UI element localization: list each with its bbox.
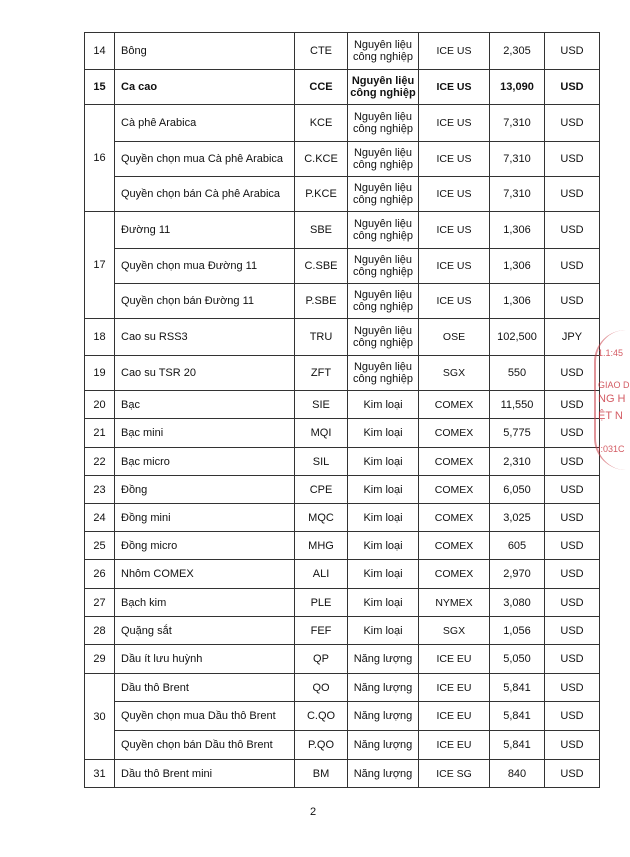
currency-cell: USD	[545, 560, 600, 589]
currency-cell: USD	[545, 532, 600, 560]
commodity-name-cell: Cà phê Arabica	[115, 105, 295, 142]
currency-cell: USD	[545, 70, 600, 105]
commodity-group-cell	[348, 504, 419, 532]
currency-cell: USD	[545, 356, 600, 391]
commodity-group-text: Nguyên liệu	[353, 289, 413, 301]
commodity-group-text: Nguyên liệu	[353, 182, 413, 194]
row-number-cell: 22	[85, 448, 115, 476]
page-number: 2	[309, 806, 317, 818]
commodity-name-cell: Quyền chọn mua Đường 11	[115, 249, 295, 284]
exchange-cell: ICE US	[419, 249, 490, 284]
commodity-code-cell: SBE	[295, 212, 348, 249]
commodity-group-cell	[348, 476, 419, 504]
currency-cell: USD	[545, 249, 600, 284]
commodity-code-cell: C.QO	[295, 702, 348, 731]
table-row	[85, 532, 600, 560]
commodity-group-cell	[348, 731, 419, 760]
margin-value-cell: 7,310	[490, 177, 545, 212]
row-number-cell: 28	[85, 617, 115, 645]
margin-value-cell: 1,306	[490, 249, 545, 284]
exchange-cell: SGX	[419, 617, 490, 645]
exchange-cell: COMEX	[419, 419, 490, 448]
margin-value-cell: 1,056	[490, 617, 545, 645]
table-row	[85, 589, 600, 617]
exchange-cell: ICE EU	[419, 645, 490, 674]
commodity-code-cell: MHG	[295, 532, 348, 560]
commodity-group-cell	[348, 70, 419, 105]
margin-value-cell: 840	[490, 760, 545, 788]
margin-value-cell: 1,306	[490, 284, 545, 319]
commodity-code-cell: SIL	[295, 448, 348, 476]
commodity-group-cell	[348, 419, 419, 448]
currency-cell: JPY	[545, 319, 600, 356]
margin-value-cell: 3,025	[490, 504, 545, 532]
margin-value-cell: 5,841	[490, 702, 545, 731]
red-seal-stamp	[594, 330, 630, 470]
table-row	[85, 391, 600, 419]
margin-value-cell: 2,970	[490, 560, 545, 589]
currency-cell: USD	[545, 476, 600, 504]
commodity-code-cell: ALI	[295, 560, 348, 589]
commodity-group-text: Năng lượng	[353, 653, 413, 665]
currency-cell: USD	[545, 589, 600, 617]
currency-cell: USD	[545, 617, 600, 645]
currency-cell: USD	[545, 731, 600, 760]
currency-cell: USD	[545, 674, 600, 702]
table-row	[85, 617, 600, 645]
margin-value-cell: 5,775	[490, 419, 545, 448]
commodity-group-text: Năng lượng	[353, 681, 413, 694]
table-row	[85, 284, 600, 319]
row-number-cell: 25	[85, 532, 115, 560]
commodity-group-text: công nghiệp	[353, 159, 413, 171]
exchange-cell: NYMEX	[419, 589, 490, 617]
table-row	[85, 33, 600, 70]
row-number-cell: 20	[85, 391, 115, 419]
commodity-name-cell: Bạc micro	[115, 448, 295, 476]
commodity-group-text: Kim loại	[363, 398, 403, 411]
commodity-group-cell	[348, 645, 419, 674]
commodity-group-text: công nghiệp	[353, 373, 413, 385]
table-row	[85, 731, 600, 760]
commodity-name-cell: Đồng	[115, 476, 295, 504]
commodity-code-cell: CCE	[295, 70, 348, 105]
exchange-cell: ICE US	[419, 142, 490, 177]
table-row	[85, 142, 600, 177]
commodity-group-text: công nghiệp	[353, 123, 413, 135]
commodity-code-cell: QP	[295, 645, 348, 674]
currency-cell: USD	[545, 142, 600, 177]
commodity-group-cell	[348, 212, 419, 249]
margin-value-cell: 11,550	[490, 391, 545, 419]
exchange-cell: ICE EU	[419, 702, 490, 731]
commodity-group-cell	[348, 319, 419, 356]
exchange-cell: ICE EU	[419, 674, 490, 702]
commodity-group-cell	[348, 33, 419, 70]
commodity-code-cell: PLE	[295, 589, 348, 617]
row-number-cell: 17	[85, 212, 115, 319]
row-number-cell: 14	[85, 33, 115, 70]
commodity-group-cell	[348, 532, 419, 560]
margin-value-cell: 5,050	[490, 645, 545, 674]
exchange-cell: COMEX	[419, 532, 490, 560]
commodity-group-text: Kim loại	[363, 596, 403, 609]
commodity-group-text: Năng lượng	[353, 710, 413, 722]
commodity-group-text: Kim loại	[363, 511, 403, 524]
commodity-name-cell: Quyền chọn bán Dầu thô Brent	[115, 731, 295, 760]
commodity-group-cell	[348, 560, 419, 589]
commodity-group-cell	[348, 284, 419, 319]
currency-cell: USD	[545, 391, 600, 419]
commodity-group-text: Kim loại	[363, 624, 403, 637]
commodity-code-cell: FEF	[295, 617, 348, 645]
margin-value-cell: 5,841	[490, 731, 545, 760]
margin-value-cell: 7,310	[490, 142, 545, 177]
stamp-text: GIAO D	[598, 380, 630, 390]
commodity-group-cell	[348, 391, 419, 419]
currency-cell: USD	[545, 419, 600, 448]
commodity-code-cell: CPE	[295, 476, 348, 504]
commodity-group-text: Nguyên liệu	[353, 218, 413, 230]
commodity-group-cell	[348, 356, 419, 391]
commodity-name-cell: Bạc mini	[115, 419, 295, 448]
margin-value-cell: 5,841	[490, 674, 545, 702]
currency-cell: USD	[545, 504, 600, 532]
margin-value-cell: 2,310	[490, 448, 545, 476]
exchange-cell: ICE US	[419, 177, 490, 212]
exchange-cell: COMEX	[419, 476, 490, 504]
table-row	[85, 674, 600, 702]
commodity-group-text: Kim loại	[363, 568, 403, 580]
margin-value-cell: 550	[490, 356, 545, 391]
exchange-cell: ICE US	[419, 105, 490, 142]
row-number-cell: 24	[85, 504, 115, 532]
commodity-code-cell: P.SBE	[295, 284, 348, 319]
commodity-group-text: Nguyên liệu	[353, 325, 413, 337]
table-row	[85, 476, 600, 504]
commodity-name-cell: Cao su TSR 20	[115, 356, 295, 391]
exchange-cell: ICE US	[419, 284, 490, 319]
commodity-group-text: công nghiệp	[353, 266, 413, 278]
commodity-group-text: Kim loại	[363, 539, 403, 552]
commodity-code-cell: CTE	[295, 33, 348, 70]
commodity-name-cell: Quyền chọn mua Dầu thô Brent	[115, 702, 295, 731]
commodity-name-cell: Đồng mini	[115, 504, 295, 532]
row-number-cell: 16	[85, 105, 115, 212]
row-number-cell: 27	[85, 589, 115, 617]
commodity-group-text: Kim loại	[363, 427, 403, 439]
commodity-code-cell: C.SBE	[295, 249, 348, 284]
exchange-cell: ICE SG	[419, 760, 490, 788]
commodity-group-text: công nghiệp	[353, 194, 413, 206]
margin-value-cell: 1,306	[490, 212, 545, 249]
stamp-text: NG H	[598, 393, 626, 405]
commodity-code-cell: QO	[295, 674, 348, 702]
table-row	[85, 645, 600, 674]
commodity-name-cell: Dầu thô Brent mini	[115, 760, 295, 788]
commodity-code-cell: BM	[295, 760, 348, 788]
commodity-group-text: Nguyên liệu	[353, 361, 413, 373]
commodity-group-text: Nguyên liệu	[353, 111, 413, 123]
commodity-group-text: công nghiệp	[353, 337, 413, 349]
exchange-cell: COMEX	[419, 504, 490, 532]
currency-cell: USD	[545, 177, 600, 212]
commodity-group-text: công nghiệp	[353, 230, 413, 242]
table-row	[85, 105, 600, 142]
table-row	[85, 212, 600, 249]
margin-value-cell: 7,310	[490, 105, 545, 142]
exchange-cell: COMEX	[419, 391, 490, 419]
row-number-cell: 15	[85, 70, 115, 105]
commodity-group-text: Nguyên liệu	[353, 39, 413, 51]
exchange-cell: ICE EU	[419, 731, 490, 760]
margin-value-cell: 605	[490, 532, 545, 560]
commodity-code-cell: MQC	[295, 504, 348, 532]
table-row	[85, 560, 600, 589]
table-row	[85, 249, 600, 284]
commodity-group-cell	[348, 702, 419, 731]
commodity-group-text: công nghiệp	[353, 51, 413, 63]
commodity-name-cell: Bông	[115, 33, 295, 70]
currency-cell: USD	[545, 760, 600, 788]
table-row	[85, 177, 600, 212]
commodity-name-cell: Quyền chọn bán Cà phê Arabica	[115, 177, 295, 212]
commodity-group-cell	[348, 448, 419, 476]
commodity-group-text: Nguyên liệu	[353, 147, 413, 159]
commodity-group-cell	[348, 105, 419, 142]
table-row	[85, 760, 600, 788]
commodity-group-cell	[348, 249, 419, 284]
commodity-code-cell: ZFT	[295, 356, 348, 391]
currency-cell: USD	[545, 448, 600, 476]
commodity-name-cell: Quặng sắt	[115, 617, 295, 645]
table-row	[85, 419, 600, 448]
currency-cell: USD	[545, 284, 600, 319]
margin-value-cell: 13,090	[490, 70, 545, 105]
table-row	[85, 448, 600, 476]
exchange-cell: COMEX	[419, 448, 490, 476]
commodity-name-cell: Đồng micro	[115, 532, 295, 560]
commodity-name-cell: Quyền chọn bán Đường 11	[115, 284, 295, 319]
commodity-name-cell: Đường 11	[115, 212, 295, 249]
commodity-table	[84, 32, 600, 788]
currency-cell: USD	[545, 645, 600, 674]
commodity-group-text: Năng lượng	[353, 767, 413, 780]
exchange-cell: ICE US	[419, 70, 490, 105]
row-number-cell: 31	[85, 760, 115, 788]
commodity-name-cell: Bạch kim	[115, 589, 295, 617]
exchange-cell: OSE	[419, 319, 490, 356]
row-number-cell: 29	[85, 645, 115, 674]
commodity-group-text: Nguyên liệu	[351, 75, 415, 87]
row-number-cell: 19	[85, 356, 115, 391]
row-number-cell: 30	[85, 674, 115, 760]
commodity-group-text: công nghiệp	[353, 301, 413, 313]
commodity-name-cell: Ca cao	[115, 70, 295, 105]
commodity-name-cell: Cao su RSS3	[115, 319, 295, 356]
currency-cell: USD	[545, 105, 600, 142]
commodity-group-text: Nguyên liệu	[353, 254, 413, 266]
commodity-code-cell: P.KCE	[295, 177, 348, 212]
stamp-text: I:031C	[598, 444, 625, 454]
commodity-group-cell	[348, 674, 419, 702]
currency-cell: USD	[545, 702, 600, 731]
commodity-group-text: công nghiệp	[350, 87, 416, 99]
commodity-group-text: Kim loại	[363, 483, 403, 496]
row-number-cell: 23	[85, 476, 115, 504]
exchange-cell: ICE US	[419, 212, 490, 249]
exchange-cell: COMEX	[419, 560, 490, 589]
table-row	[85, 504, 600, 532]
commodity-code-cell: C.KCE	[295, 142, 348, 177]
exchange-cell: SGX	[419, 356, 490, 391]
table-row	[85, 356, 600, 391]
margin-value-cell: 6,050	[490, 476, 545, 504]
stamp-text: 1.1:45	[598, 348, 624, 358]
commodity-name-cell: Nhôm COMEX	[115, 560, 295, 589]
commodity-code-cell: MQI	[295, 419, 348, 448]
margin-value-cell: 3,080	[490, 589, 545, 617]
commodity-code-cell: KCE	[295, 105, 348, 142]
commodity-name-cell: Dầu ít lưu huỳnh	[115, 645, 295, 674]
table-row	[85, 70, 600, 105]
table-row	[85, 702, 600, 731]
commodity-group-text: Năng lượng	[353, 739, 413, 751]
margin-value-cell: 102,500	[490, 319, 545, 356]
row-number-cell: 18	[85, 319, 115, 356]
commodity-code-cell: SIE	[295, 391, 348, 419]
margin-value-cell: 2,305	[490, 33, 545, 70]
commodity-name-cell: Quyền chọn mua Cà phê Arabica	[115, 142, 295, 177]
commodity-group-cell	[348, 617, 419, 645]
stamp-text: ỆT N	[598, 410, 623, 422]
table-row	[85, 319, 600, 356]
commodity-group-text: Kim loại	[363, 455, 403, 468]
commodity-group-cell	[348, 142, 419, 177]
commodity-code-cell: TRU	[295, 319, 348, 356]
exchange-cell: ICE US	[419, 33, 490, 70]
commodity-name-cell: Dầu thô Brent	[115, 674, 295, 702]
row-number-cell: 21	[85, 419, 115, 448]
row-number-cell: 26	[85, 560, 115, 589]
commodity-group-cell	[348, 760, 419, 788]
currency-cell: USD	[545, 33, 600, 70]
commodity-code-cell: P.QO	[295, 731, 348, 760]
commodity-name-cell: Bạc	[115, 391, 295, 419]
commodity-group-cell	[348, 177, 419, 212]
commodity-group-cell	[348, 589, 419, 617]
currency-cell: USD	[545, 212, 600, 249]
